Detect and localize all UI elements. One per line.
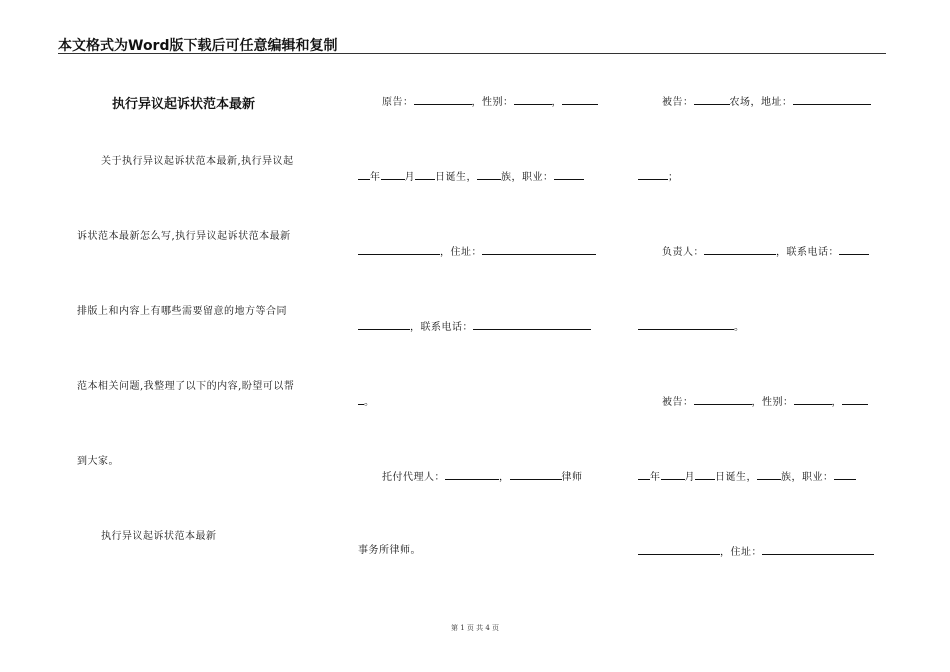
blank-field (638, 545, 720, 555)
blank-field (358, 170, 370, 180)
blank-field (562, 95, 598, 105)
plaintiff-phone-line (358, 320, 591, 334)
address-label: ，住址： (440, 247, 482, 258)
plaintiff-phone-end (358, 395, 375, 409)
blank-field (834, 470, 856, 480)
lawyer-label: 律师 (561, 472, 583, 483)
comma: ， (831, 397, 842, 408)
defendant-farm-line (662, 95, 871, 109)
blank-field (554, 170, 584, 180)
header-divider (58, 53, 886, 54)
blank-field (793, 95, 871, 105)
section-heading: 执行异议起诉状范本最新 (101, 531, 217, 542)
intro-line-2: 诉状范本最新怎么写,执行异议起诉状范本最新 (77, 231, 291, 242)
defendant-2-address-line (638, 545, 874, 559)
defendant-2-line (662, 395, 868, 409)
ethnicity-occupation-label: 族，职业： (501, 172, 554, 183)
intro-line-5: 到大家。 (77, 456, 119, 467)
blank-field (415, 170, 435, 180)
month-label: 月 (684, 472, 695, 483)
blank-field (694, 395, 752, 405)
birth-label: 日诞生， (715, 472, 757, 483)
blank-field (358, 245, 440, 255)
blank-field (414, 95, 472, 105)
agent-line (382, 470, 583, 484)
blank-field (473, 320, 591, 330)
page-footer: 第 1 页 共 4 页 (450, 624, 500, 632)
intro-line-3: 排版上和内容上有哪些需要留意的地方等合同 (77, 306, 287, 317)
semicolon: ； (668, 172, 679, 183)
ethnicity-occupation-label: 族，职业： (781, 472, 834, 483)
blank-field (510, 470, 562, 480)
address-label: ，住址： (720, 547, 762, 558)
defendant-label: 被告： (662, 397, 694, 408)
blank-field (661, 470, 685, 480)
header-title: 本文格式为Word版下载后可任意编辑和复制 (58, 38, 338, 54)
birth-label: 日诞生， (435, 172, 477, 183)
blank-field (842, 395, 868, 405)
plaintiff-line (382, 95, 598, 109)
blank-field (381, 170, 405, 180)
plaintiff-address-line (358, 245, 596, 259)
farm-address-end (638, 170, 679, 184)
blank-field (694, 95, 730, 105)
blank-field (638, 470, 650, 480)
responsible-label: 负责人： (662, 247, 704, 258)
intro-line-1: 关于执行异议起诉状范本最新,执行异议起 (101, 156, 294, 167)
blank-field (358, 320, 410, 330)
gender-label: ，性别： (751, 397, 794, 408)
law-firm-line: 事务所律师。 (358, 545, 421, 556)
blank-field (794, 395, 832, 405)
year-label: 年 (650, 472, 661, 483)
agent-label: 托付代理人： (382, 472, 445, 483)
period: 。 (734, 322, 745, 333)
blank-field (704, 245, 776, 255)
period: 。 (364, 397, 375, 408)
plaintiff-label: 原告： (382, 97, 414, 108)
document-title: 执行异议起诉状范本最新 (112, 97, 256, 112)
blank-field (477, 170, 501, 180)
month-label: 月 (404, 172, 415, 183)
farm-address-label: 农场，地址： (729, 97, 793, 108)
blank-field (514, 95, 552, 105)
blank-field (638, 320, 734, 330)
defendant-label: 被告： (662, 97, 694, 108)
comma: ， (551, 97, 562, 108)
blank-field (762, 545, 874, 555)
defendant-2-birth-line (638, 470, 856, 484)
blank-field (482, 245, 596, 255)
blank-field (445, 470, 499, 480)
phone-label: ，联系电话： (776, 247, 839, 258)
blank-field (695, 470, 715, 480)
responsible-phone-end (638, 320, 745, 334)
plaintiff-birth-line (358, 170, 584, 184)
gender-label: ，性别： (471, 97, 514, 108)
phone-label: ，联系电话： (410, 322, 473, 333)
comma: ， (499, 472, 510, 483)
responsible-person-line (662, 245, 869, 259)
blank-field (638, 170, 668, 180)
blank-field (757, 470, 781, 480)
blank-field (839, 245, 869, 255)
year-label: 年 (370, 172, 381, 183)
intro-line-4: 范本相关问题,我整理了以下的内容,盼望可以帮 (77, 381, 295, 392)
